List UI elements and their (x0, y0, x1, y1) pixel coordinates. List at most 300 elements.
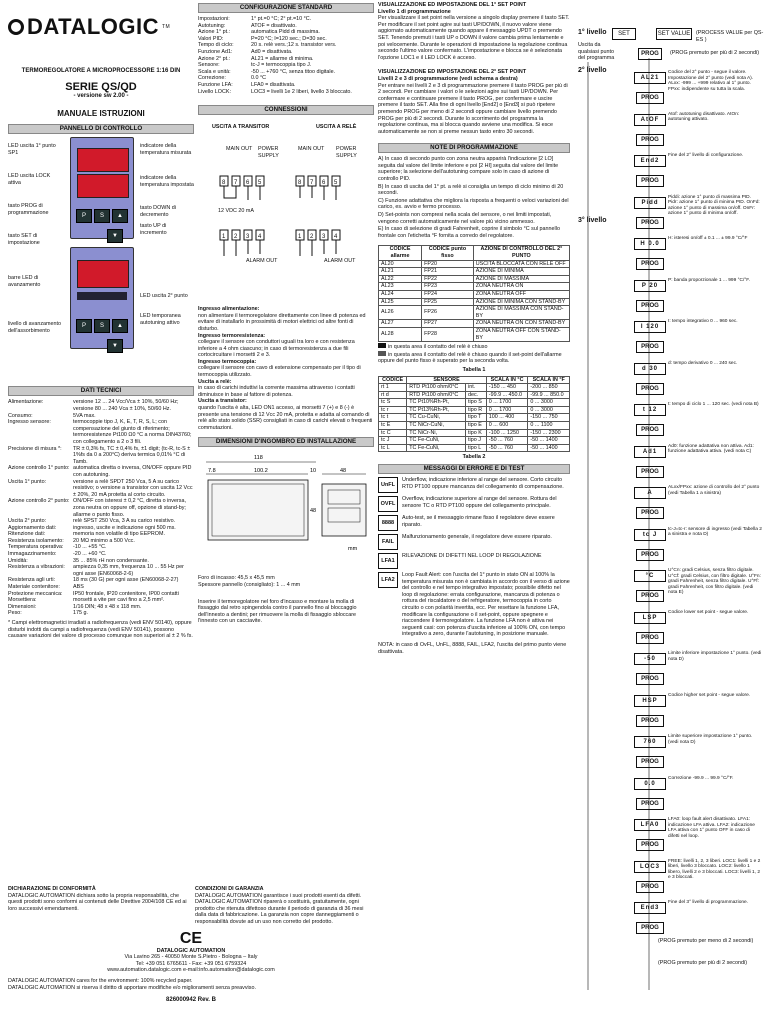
config-label: Valori PID: (198, 35, 224, 42)
config-row (198, 42, 374, 49)
prog-button[interactable]: P (76, 209, 92, 223)
flow-code-box: P 20 (634, 280, 666, 292)
flow-desc: P: banda proporzionale 1 ... 999 °C/°F. (668, 277, 750, 283)
spec-row (8, 413, 194, 420)
svg-text:6: 6 (246, 180, 250, 187)
flow-prog-box: PROG (636, 798, 664, 810)
error-text: Loop Fault Alert: con l'uscita del 1° punto in stato ON al 100% la temperatura misurata non è cambiata in accordo con il verso di azione del controllo e nel tempo integrativo impostato; possibile difetto nel loop di regolazione: errata configurazione, mancanza di potenza o rottura del riscaldatore o del refrigeratore, termocoppia in corto circuito o con polarità invertita, ecc. Per resettare la funzione LFA, modificare la configurazione o il set-point, oppure spegnere e riaccendere il termoregolatore. La funzione LFA non è attiva nei seguenti casi: con potenza d'uscita inferiore al 100% ON, con tempo integrativo a zero, durante l'autotuning, in posizione manuale. (402, 572, 570, 638)
spec-row (8, 498, 194, 518)
table-cell: 100 ... 400 (486, 414, 528, 422)
series-title: SERIE QS/QD (65, 81, 137, 94)
panel-label-right: indicatore della temperatura misurata (140, 143, 192, 156)
panel-label-left: LED uscita LOCK attiva (8, 173, 51, 186)
panel-left-labels (8, 143, 64, 334)
error-code: 8888 (378, 515, 398, 531)
table-cell: 0 ... 1700 (486, 399, 528, 407)
table-row (379, 320, 570, 328)
spec-value: TR ± 0,3% fs, TC ± 0,4% fs, ±1 digit; (tc-R, tc-S ± 1%fs da 0 a 200°C) deriva termica 0,01% °C di Tamb. (73, 445, 191, 465)
error-messages (378, 477, 570, 638)
table-cell: FP22 (422, 275, 474, 283)
dim-label: 118 (254, 455, 263, 462)
config-value: P=20 °C; I=120 sec.; D=30 sec. (251, 35, 327, 42)
column-1 (8, 0, 194, 640)
error-text: Auto-test, se il messaggio rimane fisso il regolatore deve essere riparato. (402, 515, 555, 528)
flow-code-box: LSP (634, 612, 666, 624)
table-1-col-header: AZIONE DI CONTROLLO DEL 2° PUNTO (473, 246, 569, 260)
svg-text:8: 8 (298, 180, 302, 187)
spec-row (8, 564, 194, 577)
dim-label: 48 (310, 508, 317, 515)
spec-label: Ingresso sensore: (8, 419, 51, 426)
set-button[interactable]: S (94, 319, 110, 333)
tech-specs (8, 399, 194, 617)
table-cell: tipo K (466, 429, 487, 437)
spec-row (8, 597, 194, 604)
table-cell: -99.9 ... 450.0 (486, 391, 528, 399)
table-cell: FP27 (422, 320, 474, 328)
config-row (198, 36, 374, 43)
flow-desc: H: isteresi on/off ± 0.1 ... ± 99.9 °C/°F (668, 236, 748, 241)
config-row (198, 75, 374, 82)
config-value: ATOF = disattivato. (251, 22, 297, 29)
company-web: www.automation.datalogic.com e-mail:info.automation@datalogic.com (107, 967, 275, 974)
spec-value: ABS (73, 584, 84, 591)
flow-desc: Piddi: azione 1° punto di massima PID. Pidr: azione 1° punto di minima PID. OnFd: azione 1° punto di massima on/off. OnFr: azione 1° punto di minima on/off. (668, 194, 760, 217)
column-2 (198, 0, 374, 625)
flow-code-box: LOC3 (634, 861, 666, 873)
table-1 (378, 245, 570, 342)
svg-text:7: 7 (310, 180, 314, 187)
vis1-heading: VISUALIZZAZIONE ED IMPOSTAZIONE DEL 1° SET POINT (378, 2, 527, 8)
input-heading: Ingresso alimentazione: (198, 306, 260, 313)
set-box: SET (612, 28, 636, 40)
flow-prog-box: PROG (636, 424, 664, 436)
table-cell: tc C (379, 429, 407, 437)
flow-desc: Codice lower set point - segue valore. (668, 609, 749, 615)
dimension-drawing (198, 450, 374, 570)
pv-note: (PROCESS VALUE per QS-ES ) (696, 30, 764, 43)
table-cell: tipo E (466, 422, 487, 430)
table-row (379, 327, 570, 341)
flow-code-box: LFA0 (634, 819, 666, 831)
prog-button[interactable]: P (76, 319, 92, 333)
prog-more-note: (PROG premuto per più di 2 secondi) (670, 50, 759, 56)
table-cell: AZIONE DI MINIMA (473, 268, 569, 276)
panel-label-right: LED temporanea autotuning attivo (140, 313, 181, 326)
flow-code-box: AL21 (634, 72, 666, 84)
dim-label: 48 (340, 468, 347, 475)
spec-label: Alimentazione: (8, 399, 44, 406)
config-value: automatica Pidd di massima. (251, 29, 320, 36)
ce-mark: CE (179, 929, 203, 947)
error-note: NOTA: in caso di OvFL, UnFL, 8888, FAIL, LFA2, l'uscita del primo punto viene disattivata. (378, 641, 567, 655)
table-row (379, 283, 570, 291)
mounting-hole: Foro di incasso: 45,5 x 45,5 mm (198, 575, 275, 582)
table-cell: -150 ... 750 (528, 414, 570, 422)
panel-qs (70, 247, 134, 349)
table-row (379, 275, 570, 283)
declaration-heading: DICHIARAZIONE DI CONFORMITÀ (8, 886, 96, 892)
flow-code-box: 0.0 (634, 778, 666, 790)
flow-code-box: H 0.0 (634, 238, 666, 250)
table-1-title: Tabella 1 (462, 366, 486, 373)
table-cell: AL27 (379, 320, 422, 328)
config-value: LOC3 = livelli 1e 2 liberi, livello 3 bloccato. (251, 88, 352, 95)
spec-label: Umidità: (8, 557, 28, 564)
table-2-title: Tabella 2 (462, 454, 486, 461)
spec-row (8, 465, 194, 478)
vis2-text: Per entrare nei livelli 2 e 3 di programmazione premere il tasto PROG per più di 2 secondi. Per cambiare i valori o le selezioni agire sui tasti UP/DOWN. Per confermare e continuare premere il tasto PROG, per confermare e uscire premere il tasto SET. Alla fine di ogni livello [End2] o [End3] si può ripetere premendo PROG per meno di 2 secondi oppure cambiare livello premendo PROG per più di 2 secondi. Durante lo scorrimento del programma la regolazione continua, ma si blocca quando avviene una modifica. Si esce automaticamente se non si preme nessun tasto entro 30 secondi. (378, 82, 568, 135)
spec-row (8, 551, 194, 558)
dim-label: 7.8 (208, 468, 216, 475)
note-item: C) Funzione adattativa che migliora la risposta a frequenti o veloci variazioni del carico, es. avvio e fermo processo. (378, 197, 569, 211)
table-row (379, 268, 570, 276)
spec-label: Resistenza agli urti: (8, 577, 56, 584)
flow-prog-box: PROG (636, 590, 664, 602)
config-label: Funzione LFA: (198, 81, 233, 88)
dim-label: 10 (310, 468, 317, 475)
set-button[interactable]: S (94, 209, 110, 223)
table-cell: 0 ... 3000 (528, 399, 570, 407)
table-row (379, 391, 570, 399)
table-cell: dec. (466, 391, 487, 399)
spec-label: Azione controllo 2° punto: (8, 498, 70, 505)
table-cell: ZONA NEUTRA ON CON STAND-BY (473, 320, 569, 328)
table-cell: tc E (379, 422, 407, 430)
legend-text: in questa area il contatto del relè è chiuso (388, 344, 488, 351)
flow-prog-box: PROG (636, 134, 664, 146)
table-row (379, 290, 570, 298)
table-cell: -50 ... 1400 (528, 444, 570, 452)
level-3-label: 3° livello (578, 217, 607, 224)
led-bar (77, 292, 127, 300)
config-value: LFA0 = disattivata. (251, 81, 296, 88)
table-cell: tc J (379, 437, 407, 445)
flow-prog-box: PROG (636, 300, 664, 312)
spec-value: versione 12 ... 24 Vcc/Vca ± 10%, 50/60 Hz; versione 80 ... 240 Vca ± 10%, 50/60 Hz. (73, 399, 179, 412)
version: - versione sw 2.00 - (73, 93, 129, 100)
panel-buttons (75, 204, 129, 244)
spec-value: ingresso, uscite e indicazione ogni 500 ms. (73, 524, 176, 531)
spec-row (8, 479, 194, 499)
flow-prog-box: PROG (636, 217, 664, 229)
legend-swatch-solid (378, 343, 386, 348)
flow-code-box: End3 (634, 902, 666, 914)
spec-row (8, 558, 194, 565)
flow-code-box: t 12 (634, 404, 666, 416)
prog-less-note: (PROG premuto per meno di 2 secondi) (658, 938, 754, 944)
spec-value: 5VA max. (73, 412, 96, 419)
conn-header: CONNESSIONI (198, 105, 374, 115)
flow-code-box: Ad1 (634, 446, 666, 458)
table-cell: -150 ... 2300 (528, 429, 570, 437)
input-heading: Ingresso termocoppia: (198, 358, 257, 365)
note-item: B) In caso di uscita del 1° pt. a relè si consiglia un tempo di ciclo minimo di 20 secondi. (378, 183, 564, 197)
main-out-label-relay: MAIN OUT (298, 146, 325, 153)
down-button[interactable]: ▼ (107, 229, 123, 243)
flow-desc: tc-J=tc-r: sensore di ingresso (vedi Tabella 2 a sinistra e nota D) (668, 526, 762, 538)
display-top (77, 148, 129, 172)
table-cell: RTD Pt100 ohm/0°C (407, 384, 466, 392)
flow-desc: U°Cn: gradi Celsius, senza filtro digitale. U°Cf: gradi Celsius, con filtro digitale. U°Fn: gradi Fahrenheit, senza filtro digitale. U°Ff: gradi Fahrenheit, con filtro digitale. (vedi nota E) (668, 568, 761, 596)
table-cell: -100 ... 1250 (486, 429, 528, 437)
table-cell: TC Fe-CuNi, (407, 437, 466, 445)
config-value: tc-J = termocoppia tipo J. (251, 62, 312, 69)
flow-prog-box: PROG (636, 92, 664, 104)
table-cell: int. (466, 384, 487, 392)
svg-text:2: 2 (310, 234, 314, 241)
flow-desc: Limite superiore impostazione 1° punto. (vedi nota D) (668, 734, 753, 745)
spec-value: automatica diretta o inversa, ON/OFF oppure PID con autotuning. (73, 465, 192, 478)
table-cell: FP21 (422, 268, 474, 276)
vis2-heading: VISUALIZZAZIONE ED IMPOSTAZIONE DEL 2° SET POINT (378, 69, 527, 76)
spec-row (8, 531, 194, 538)
main-out-label: MAIN OUT (226, 146, 253, 153)
vis1-subheading: Livello 1 di programmazione (378, 8, 451, 15)
spec-row (8, 604, 194, 611)
config-label: Funzione Ad1: (198, 48, 233, 55)
table-row (379, 384, 570, 392)
spec-label: Precisione di misura *: (8, 445, 62, 452)
table-cell: AL25 (379, 298, 422, 306)
table-cell: AZIONE DI MASSIMA CON STAND-BY (473, 306, 569, 320)
input-text: collegare il sensore con cavo di estensione compensato per il tipo di termocoppia utilizzato. (198, 365, 361, 379)
company-address: Via Lavino 265 - 40050 Monte S.Pietro - Bologna – Italy (124, 954, 258, 961)
column-3 (378, 0, 570, 655)
table-cell: AZIONE DI MASSIMA (473, 275, 569, 283)
vdc-label: 12 VDC 20 mA (218, 208, 254, 215)
warranty-heading: CONDIZIONI DI GARANZIA (195, 886, 264, 892)
prog-more-note-bottom: (PROG premuto per più di 2 secondi) (658, 960, 747, 966)
table-cell: tipo S (466, 399, 487, 407)
config-label: Autotuning: (198, 22, 226, 29)
panel-label-left: livello di avanzamento dell'assorbimento (8, 321, 62, 334)
table-1-legend-2 (378, 351, 570, 365)
spec-value: 18 ms (30 G) per ogni asse (EN60068-2-27) (73, 577, 179, 584)
spec-row (8, 399, 194, 412)
spec-row (8, 446, 194, 466)
svg-text:4: 4 (334, 234, 338, 241)
table-cell: TC Fe-CuNi, (407, 444, 466, 452)
config-value: 1° pt.=0 °C; 2° pt.=10 °C. (251, 16, 312, 22)
table-1-col-header: CODICE allarme (379, 246, 422, 260)
table-row (379, 298, 570, 306)
flow-prog-box: PROG (636, 258, 664, 270)
flow-prog-box: PROG (636, 756, 664, 768)
spec-value: versione a relè SPDT 250 Vca, 5 A su carico resistivo; o versione a transistor con uscita 12 Vcc ± 20%, 20 mA protetta al corto circuito. (73, 478, 193, 498)
panel-right-labels (140, 143, 194, 326)
install-text: Inserire il termoregolatore nel foro d'incasso e montare la molla di fissaggio dal retro spingendola contro il pannello fino al bloccaggio dell'innesto a dentini; per rimuovere la molla di fissaggio sbloccare l'innesto con un cacciavite. (198, 598, 357, 625)
flow-prog-box: PROG (636, 881, 664, 893)
spec-value: -10 ... +55 °C. (73, 544, 107, 551)
panel-label-left: tasto SET di impostazione (8, 233, 40, 246)
table-cell: -50 ... 1400 (528, 437, 570, 445)
up-button[interactable]: ▲ (112, 319, 128, 333)
control-panel-figure (8, 137, 194, 383)
table-2-header (379, 376, 570, 384)
config-label: Azione 1° pt.: (198, 29, 231, 36)
flow-prog-box: PROG (636, 175, 664, 187)
wiring-svg (198, 158, 374, 288)
table-cell: tc t (379, 414, 407, 422)
spec-label: Resistenza a vibrazioni: (8, 564, 65, 571)
flow-prog-box: PROG (636, 383, 664, 395)
vis1-text: Per visualizzare il set point nella versione a singolo display premere il tasto SET. Per modificare il set point agire sui tasti UP/DOWN, il nuovo valore viene aggiornato automaticamente quando appare il messaggio UPDT o premendo SET. Tenendo premuti i tasti UP o DOWN il valore cambia prima lentamente e poi velocemente. Durante le operazioni di impostazione la regolazione continua secondo l'ultimo valore confermato. L'impostazione e blocca se è selezionata l'opzione LOC1 e il LED LOCK è acceso. (378, 15, 570, 61)
spec-row (8, 419, 194, 445)
spec-label: Aggiornamento dati: (8, 524, 57, 531)
table-cell: TC Pt13%Rh-Pt, (407, 406, 466, 414)
table-cell: USCITA BLOCCATA CON RELÈ OFF (473, 260, 569, 268)
display-single (77, 260, 129, 288)
flow-code-box: d 30 (634, 363, 666, 375)
table-1-header (379, 246, 570, 260)
table-row (379, 406, 570, 414)
config-row (198, 62, 374, 69)
out-relay-label: USCITA A RELÈ (316, 124, 357, 131)
spec-row (8, 518, 194, 525)
flow-desc: Atof: autotuning disattivato. AtOn: autotuning attivato. (668, 111, 740, 123)
table-cell: -50 ... 760 (486, 437, 528, 445)
brand-name: DATALOGIC (27, 14, 159, 39)
spec-row (8, 538, 194, 545)
flow-desc: FREE: livelli 1, 2, 3 liberi. LOC1: livelli 1 e 2 liberi, livello 3 bloccato. LOC2: livello 1 libero, livelli 2 e 3 bloccati. LOC3: livelli 1, 2 e 3 bloccati. (668, 858, 761, 881)
flow-desc: Fine del 3° livello di programmazione. (668, 900, 749, 905)
flow-prog-box: PROG (636, 839, 664, 851)
spec-value: 175 g. (73, 610, 88, 617)
legend-swatch-hatched (378, 351, 386, 356)
programming-notes (378, 156, 570, 239)
flow-desc: Codice del 2° punto - segue il valore. Impostazione del 2° punto (vedi nota A). ALxx: -999 ... +999 relativo al 1° punto. FPxx: indipendente su tutta la scala. (668, 70, 754, 92)
config-label: Livello LOCK: (198, 88, 231, 95)
table-row (379, 444, 570, 452)
error-code: FAIL (378, 534, 398, 550)
flow-prog-box: PROG (636, 341, 664, 353)
rights-note: DATALOGIC AUTOMATION si riserva il diritto di apportare modifiche e/o miglioramenti senza preavviso. (8, 984, 256, 991)
svg-text:3: 3 (246, 234, 250, 241)
config-label: Impostazioni: (198, 16, 230, 22)
alarm-out-label-relay: ALARM OUT (324, 258, 356, 265)
down-button[interactable]: ▼ (107, 339, 123, 353)
spec-value: termocoppie tipo J, K, E, T, R, S, L; con compensazione del giunto di riferimento; termoresistenze Pt100 Ω0 °C a norma DIN43760; con collegamento a 2 o 3 fili. (73, 419, 192, 445)
config-value: AL21 = allarme di minima. (251, 55, 314, 62)
input-text: collegare il sensore con conduttori uguali tra loro e con resistenza inferiore a 4 ohm ciascuno; in caso di termoresistenza a due fili cortocircuitare i morsetti 2 e 3. (198, 339, 355, 359)
company-phone: Tel: +39 051 6765611 - Fax: +39 051 6759324 (135, 960, 247, 967)
table-cell: -50 ... 760 (486, 444, 528, 452)
flow-desc: d: tempo derivativo 0 ... 240 sec. (668, 360, 738, 366)
table-1-col-header: CODICE punto fisso (422, 246, 474, 260)
spec-value: memoria non volatile di tipo EEPROM. (73, 531, 165, 538)
table-cell: tc S (379, 399, 407, 407)
table-cell: AL26 (379, 306, 422, 320)
config-row (198, 82, 374, 89)
table-cell: TC NiCr-CuNi, (407, 422, 466, 430)
note-item: A) In caso di secondo punto con zona neutra apparirà l'indicazione [2 LO] seguita dal valore del limite inferiore e poi [2 HI] seguita dal valore del limite superiore; la selezione dell'autotuning compare solo in caso di azione di controllo PID. (378, 156, 559, 183)
up-button[interactable]: ▲ (112, 209, 128, 223)
table-cell: 0 ... 600 (486, 422, 528, 430)
flow-desc: Ad0: funzione adattativa non attiva. Ad1: funzione adattativa attiva. (vedi nota C) (668, 443, 754, 455)
error-code: OVFL (378, 496, 398, 512)
spec-value: ON/OFF con isteresi ± 0,2 °C, diretta o inversa, zona neutra on oppure off, opzione di stand-by; allarme o punto fisso. (73, 498, 186, 518)
config-value: 20 s. relè vers.;12 s. transistor vers. (251, 42, 337, 49)
dim-label: 100.2 (254, 468, 268, 475)
flow-code-box: End2 (634, 155, 666, 167)
table-row (379, 422, 570, 430)
table-cell: FP28 (422, 327, 474, 341)
config-row (198, 29, 374, 36)
out-transistor-label: USCITA A TRANSITOR (212, 124, 270, 131)
config-row (198, 16, 374, 23)
doc-code: 826000942 Rev. B (166, 997, 216, 1004)
spec-label: Materiale contenitore: (8, 584, 60, 591)
spec-value: IP50 frontale, IP20 contenitore, IP00 contatti (73, 590, 179, 597)
table-cell: tipo L (466, 444, 487, 452)
flow-prog-box: PROG (636, 922, 664, 934)
error-text: Underflow, indicazione inferiore al range del sensore. Corto circuito RTD PT100 oppure mancanza del collegamento di compensazione. (402, 477, 564, 490)
table-cell: ZONA NEUTRA OFF (473, 290, 569, 298)
brand-logo (8, 14, 194, 40)
errors-header: MESSAGGI DI ERRORE E DI TEST (378, 464, 570, 474)
error-text: Overflow, indicazione superiore al range del sensore. Rottura del sensore TC o RTD PT100 oppure del collegamento principale. (402, 496, 557, 509)
flow-prog-box: PROG (636, 715, 664, 727)
flow-code-box: Pidd (634, 197, 666, 209)
spec-row (8, 544, 194, 551)
flow-prog-box: PROG (636, 632, 664, 644)
config-value: -50 ... +760 °C, senza titoo digitale. (251, 68, 336, 75)
spec-value: -20 ... +60 °C. (73, 551, 107, 558)
table-cell: TC NiCr-Ni, (407, 429, 466, 437)
table-cell: TC Pt10%Rh-Pt, (407, 399, 466, 407)
trademark: TM (162, 24, 171, 30)
table-cell: rt 1 (379, 384, 407, 392)
flow-desc: Correzione -99.9 ... 99.9 °C/°F. (668, 775, 734, 781)
flow-code-box: -50 (634, 653, 666, 665)
svg-text:5: 5 (334, 180, 338, 187)
table-cell: RTD Pt100 ohm/0°C (407, 391, 466, 399)
error-code: LFA2 (378, 572, 398, 588)
table-cell: AL24 (379, 290, 422, 298)
table-cell: -150 ... 450 (486, 384, 528, 392)
config-row (198, 23, 374, 30)
cfg-header: CONFIGURAZIONE STANDARD (198, 3, 374, 13)
table-row (379, 437, 570, 445)
input-heading: Ingresso termoresistenza: (198, 332, 266, 339)
flow-desc: Codice higher set point - segue valore. (668, 692, 751, 698)
table-cell: 0 ... 1700 (486, 406, 528, 414)
table-1-legend-1 (378, 343, 570, 351)
flow-code-box: HSP (634, 695, 666, 707)
spec-label: Temperatura operativa: (8, 544, 64, 551)
flow-prog-box: PROG (636, 549, 664, 561)
table-row (379, 399, 570, 407)
table-cell: FP25 (422, 298, 474, 306)
spec-value: ampiezza 0,35 mm, frequenza 10 ... 55 Hz per ogni asse (EN60068-2-6) (73, 564, 184, 577)
flow-desc: LFA0: loop fault alert disattivato. LFA1: indicazione LFA attiva. LFA2: indicazione LFA attiva con 1° punto OFF in caso di difetti nel loop. (668, 817, 755, 839)
flow-desc: I: tempo integrativo 0 ... 960 sec. (668, 319, 738, 324)
logo-ring-icon (8, 19, 24, 35)
note-item: D) Set-points non compresi nella scala del sensore, o nei limiti impostati, vengono corretti automaticamente nel valore più vicino ammesso. (378, 212, 552, 225)
flow-code-box: I 120 (634, 321, 666, 333)
input-text: in caso di carichi induttivi la corrente massima attraverso i contatti diminuisce in base al fattore di potenza. (198, 385, 355, 398)
table-cell: TC Cu-CuNi, (407, 414, 466, 422)
input-heading: Uscita a relè: (198, 378, 232, 385)
note-item: E) In caso di selezione di gradi Fahrenheit, coprire il simbolo °C sul pannello frontale con l'etichetta °F fornita a corredo del regolatore. (378, 226, 560, 239)
table-2-col-header: SENSORE (407, 376, 487, 384)
config-label: Correzione: (198, 75, 226, 82)
flow-desc: ALxx/FPxx: azione di controllo del 2° punto (vedi Tabella 1 a sinistra) (668, 485, 760, 496)
error-row (378, 572, 570, 638)
table-cell: -99.9 ... 850.0 (528, 391, 570, 399)
flow-code-box: A (634, 487, 666, 499)
